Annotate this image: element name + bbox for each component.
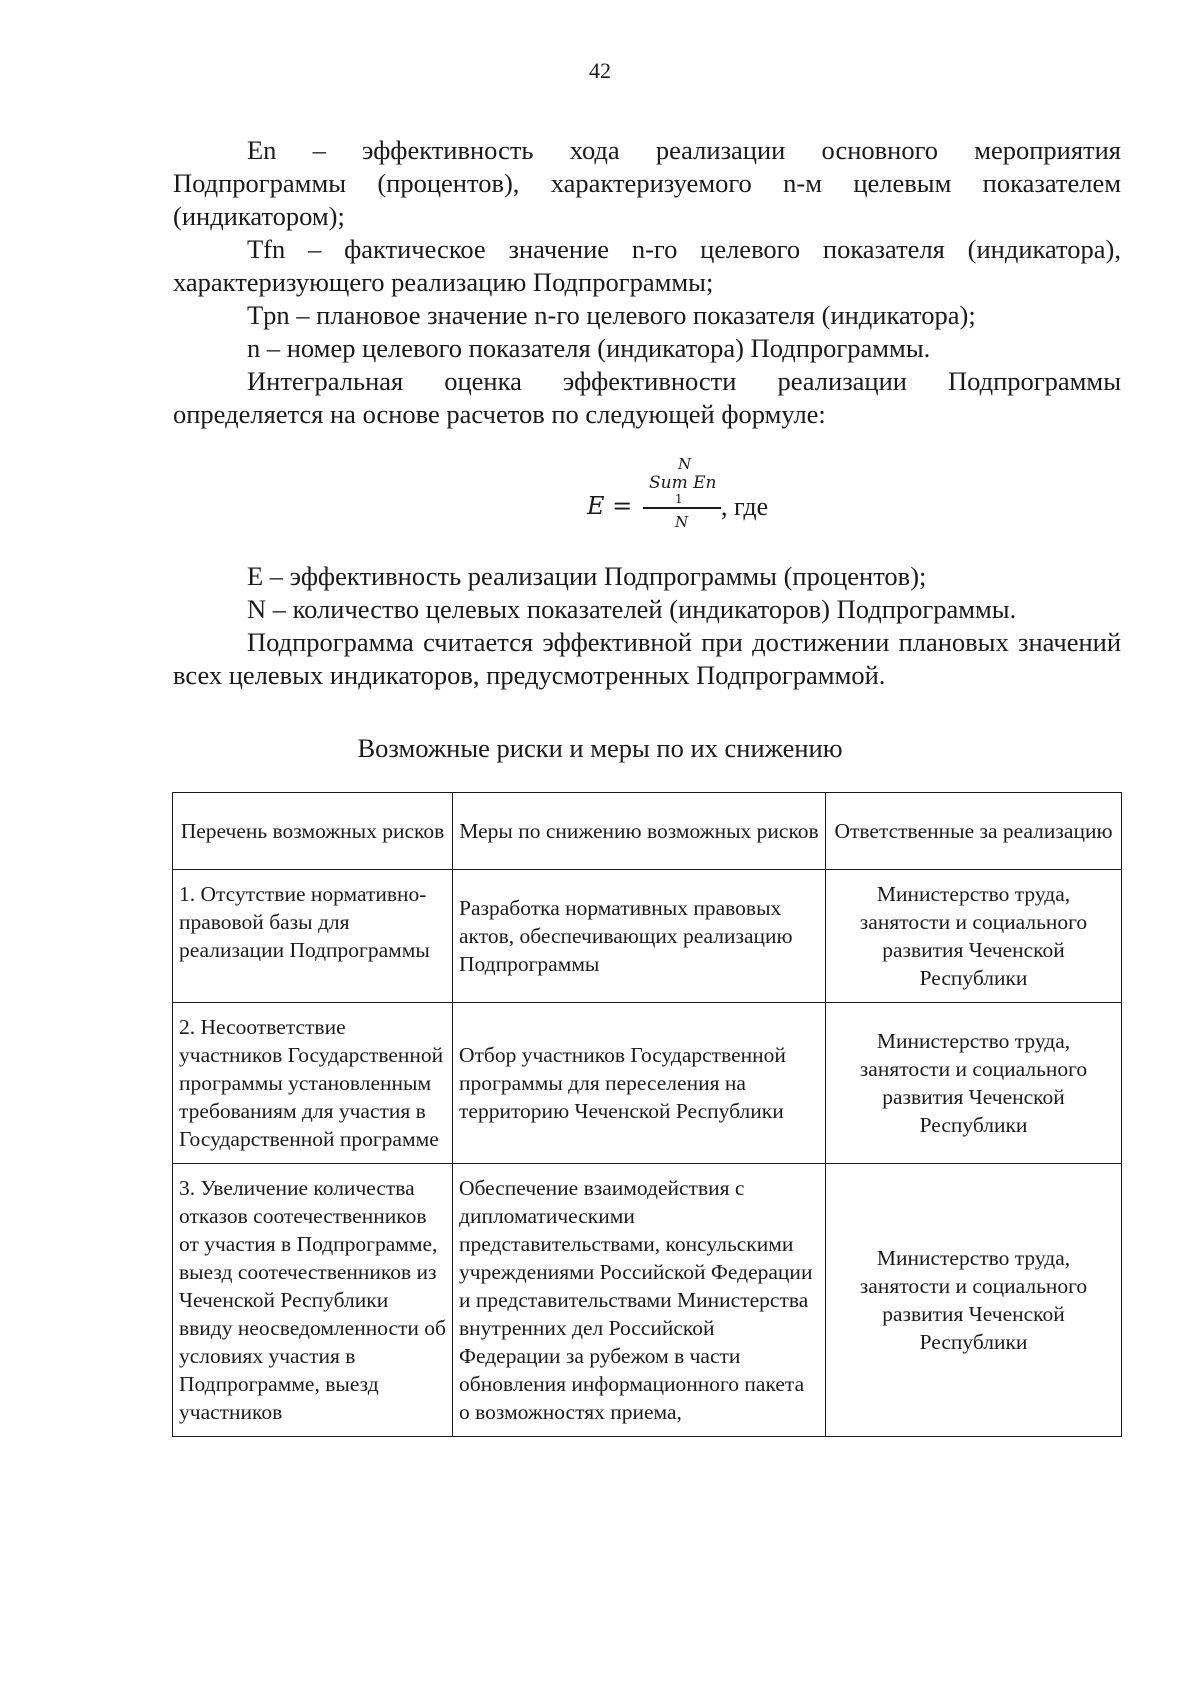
measure-cell: Разработка нормативных правовых актов, обеспечивающих реализацию Подпрограммы: [453, 870, 826, 1003]
measure-cell: Обеспечение взаимодействия с дипломатическими представительствами, консульскими учреждениями Российской Федерации и представительствами Министерства внутренних дел Российской Федерации за рубежом в части обновления информационного пакета о возможностях приема,: [453, 1164, 826, 1437]
responsible-cell: Министерство труда, занятости и социального развития Чеченской Республики: [826, 1164, 1122, 1437]
paragraph-integral-assessment: Интегральная оценка эффективности реализации Подпрограммы определяется на основе расчетов по следующей формуле:: [173, 366, 1121, 429]
risk-cell: 1. Отсутствие нормативно-правовой базы для реализации Подпрограммы: [173, 870, 453, 1003]
body-text-top: [173, 134, 1121, 431]
formula-numerator: Sum En: [649, 473, 717, 493]
efficiency-formula: [587, 455, 787, 540]
paragraph-tfn-definition: Tfn – фактическое значение n-го целевого показателя (индикатора), характеризующего реализацию Подпрограммы;: [173, 234, 1121, 297]
fraction-bar: [643, 507, 721, 509]
responsible-cell: Министерство труда, занятости и социального развития Чеченской Республики: [826, 870, 1122, 1003]
formula-suffix: , где: [721, 492, 769, 521]
formula-lhs: E =: [587, 492, 633, 520]
paragraph-effectiveness-condition: Подпрограмма считается эффективной при достижении плановых значений всех целевых индикаторов, предусмотренных Подпрограммой.: [173, 627, 1121, 690]
risk-table: [172, 792, 1122, 1437]
measure-cell: Отбор участников Государственной программы для переселения на территорию Чеченской Республики: [453, 1003, 826, 1164]
page-number: 42: [589, 58, 611, 83]
responsible-cell: Министерство труда, занятости и социального развития Чеченской Республики: [826, 1003, 1122, 1164]
paragraph-n-definition: n – номер целевого показателя (индикатора) Подпрограммы.: [247, 333, 931, 363]
formula-lower-limit: 1: [675, 492, 683, 506]
header-risks: Перечень возможных рисков: [173, 793, 453, 870]
risk-cell: 2. Несоответствие участников Государственной программы установленным требованиям для участия в Государственной программе: [173, 1003, 453, 1164]
paragraph-tpn-definition: Tpn – плановое значение n-го целевого показателя (индикатора);: [247, 300, 976, 330]
paragraph-en-definition: En – эффективность хода реализации основного мероприятия Подпрограммы (процентов), характеризуемого n-м целевым показателем (индикатором);: [173, 135, 1121, 231]
formula-upper-limit: N: [678, 455, 692, 473]
body-text-definitions: [173, 560, 1121, 692]
paragraph-n-count-definition: N – количество целевых показателей (индикаторов) Подпрограммы.: [247, 594, 1017, 624]
table-row: [173, 1164, 1122, 1437]
formula-denominator: N: [675, 513, 689, 531]
table-row: [173, 870, 1122, 1003]
risk-cell: 3. Увеличение количества отказов соотечественников от участия в Подпрограмме, выезд соотечественников из Чеченской Республики ввиду неосведомленности об условиях участия в Подпрограмме, выезд участников: [173, 1164, 453, 1437]
table-row: [173, 1003, 1122, 1164]
header-measures: Меры по снижению возможных рисков: [453, 793, 826, 870]
table-header-row: [173, 793, 1122, 870]
header-responsible: Ответственные за реализацию: [826, 793, 1122, 870]
section-title: Возможные риски и меры по их снижению: [357, 733, 843, 763]
paragraph-e-definition: E – эффективность реализации Подпрограммы (процентов);: [247, 561, 927, 591]
